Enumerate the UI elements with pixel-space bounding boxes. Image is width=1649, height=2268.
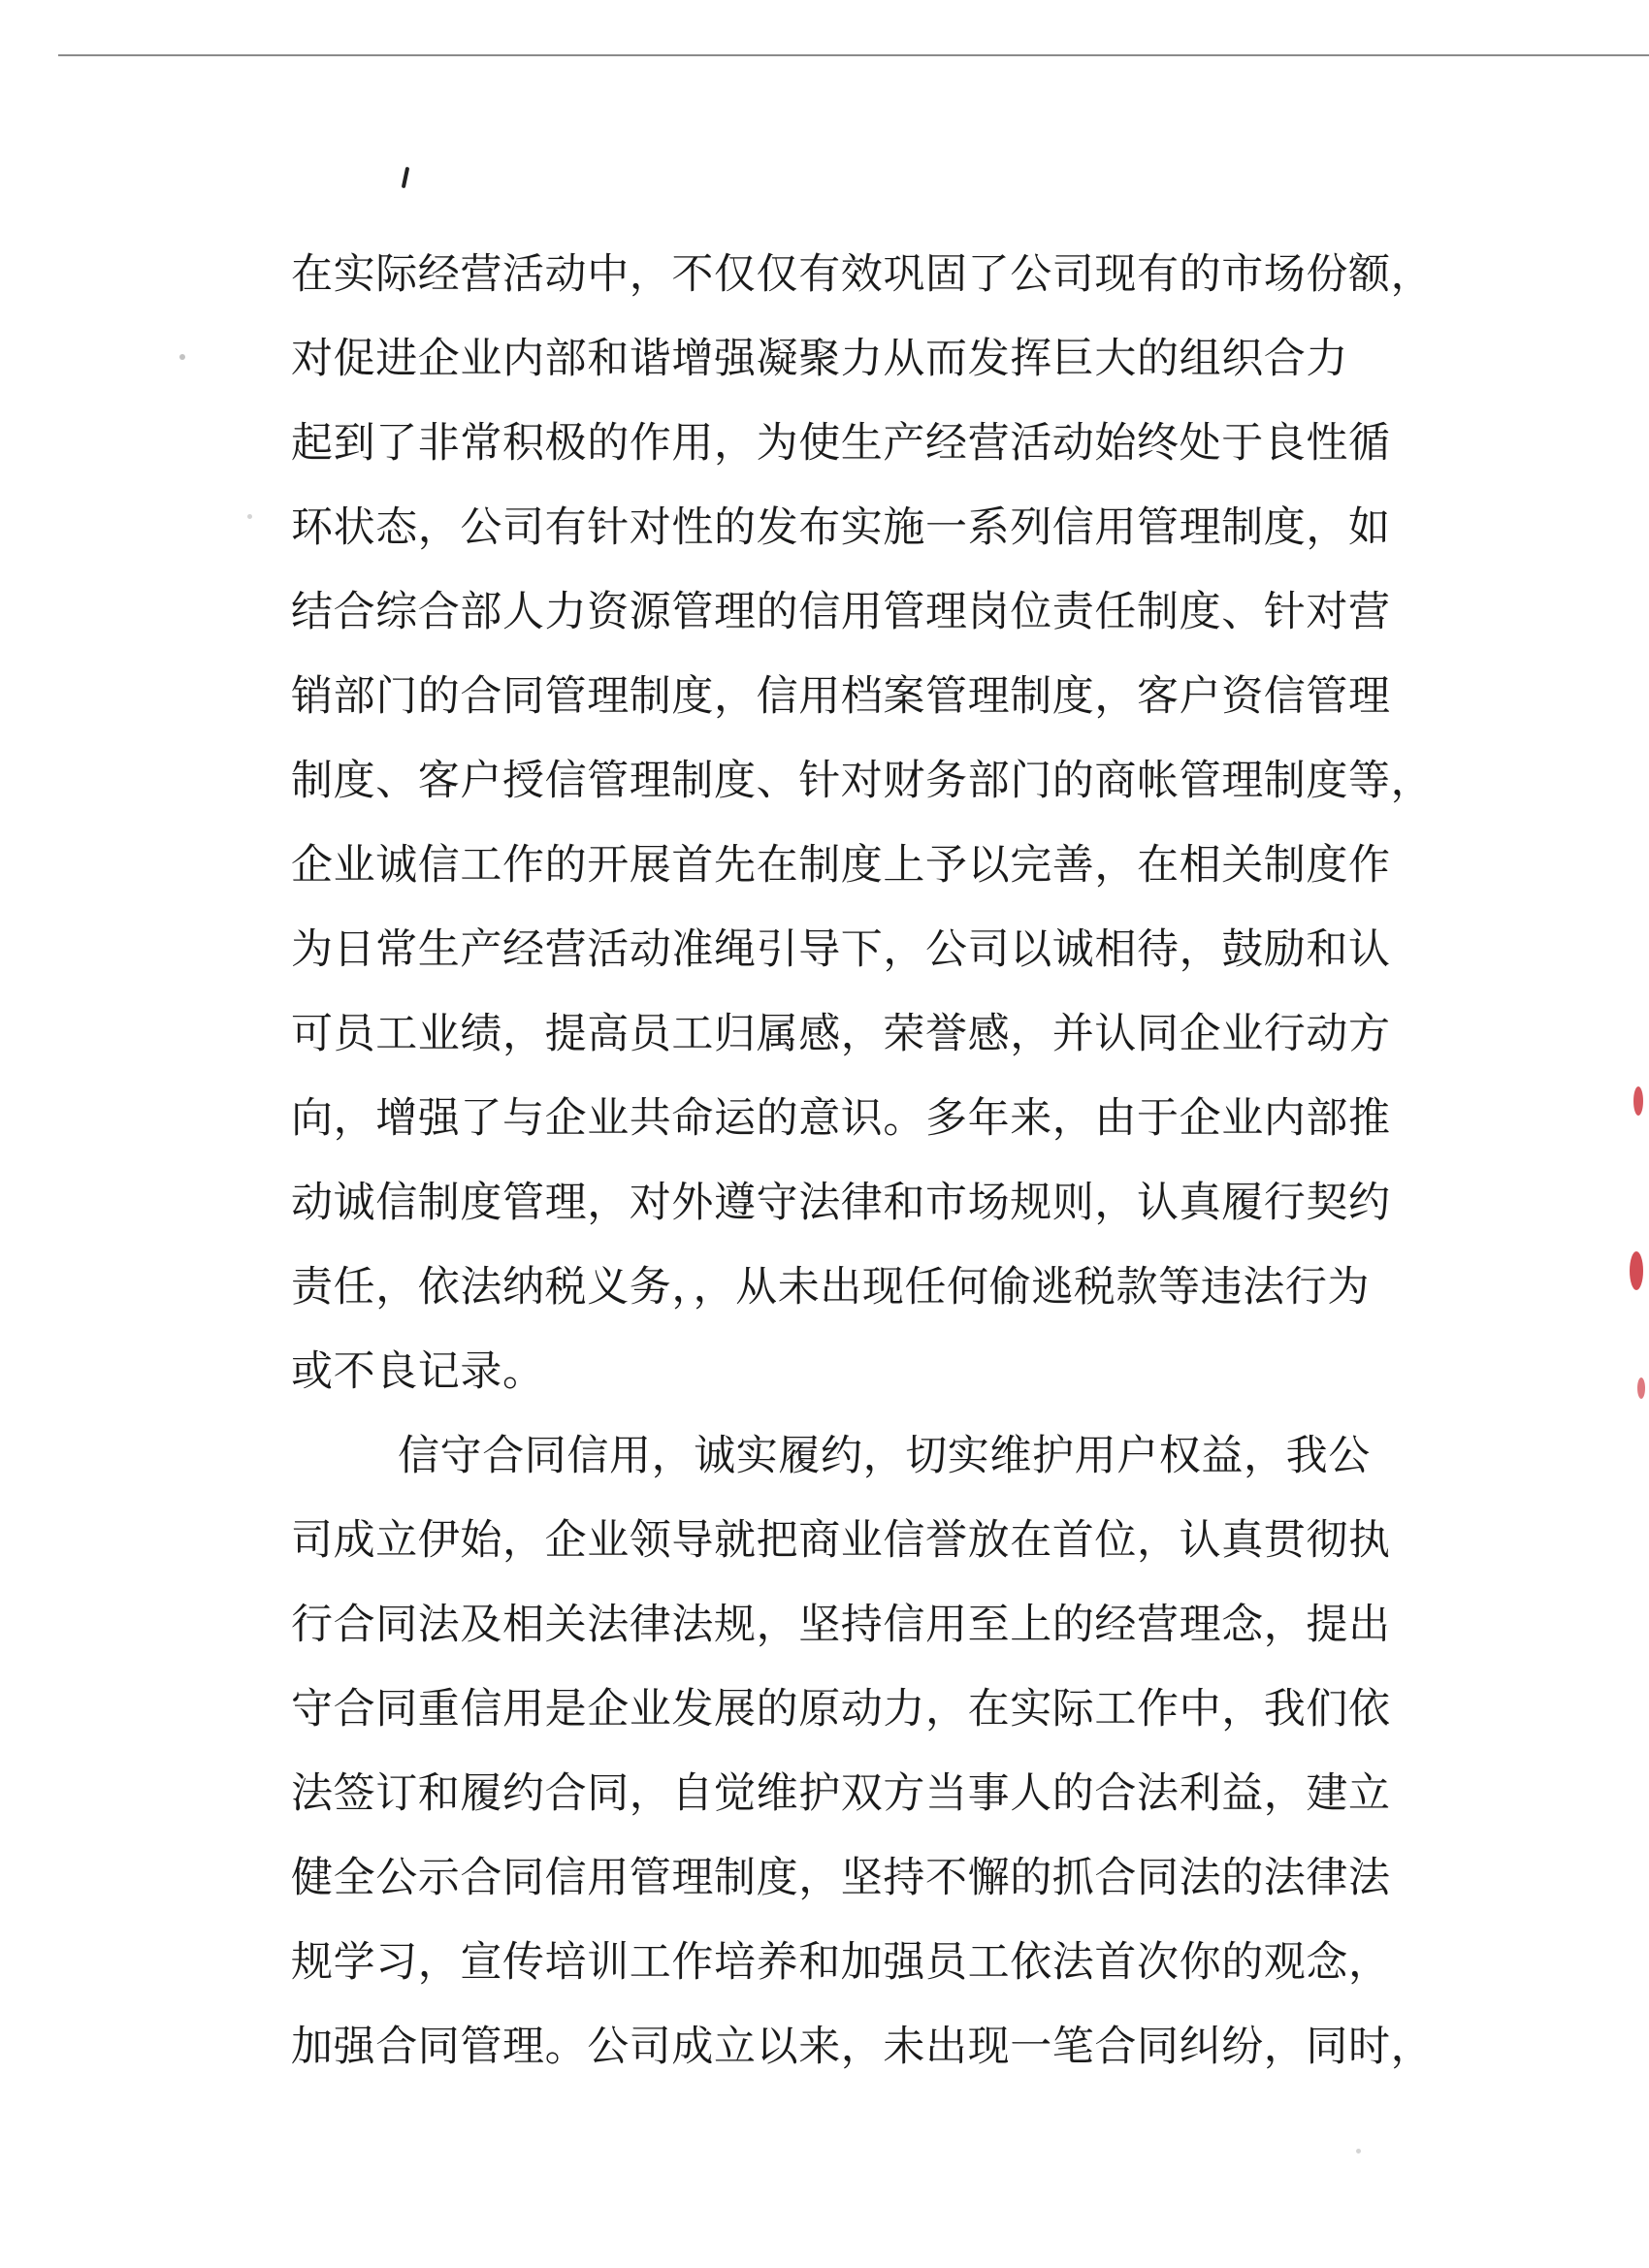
text-line: 司成立伊始，企业领导就把商业信誉放在首位，认真贯彻执 xyxy=(291,1516,1391,1565)
top-rule xyxy=(58,54,1649,56)
text-line: 可员工业绩，提高员工归属感，荣誉感，并认同企业行动方 xyxy=(291,1010,1391,1058)
text-line: 为日常生产经营活动准绳引导下，公司以诚相待，鼓励和认 xyxy=(291,925,1391,974)
text-line: 动诚信制度管理，对外遵守法律和市场规则，认真履行契约 xyxy=(291,1179,1391,1227)
text-line: 向，增强了与企业共命运的意识。多年来，由于企业内部推 xyxy=(291,1094,1391,1143)
text-line: 加强合同管理。公司成立以来，未出现一笔合同纠纷，同时， xyxy=(291,2023,1434,2071)
stamp-edge-mark xyxy=(1630,1251,1643,1290)
stamp-edge-mark xyxy=(1633,1086,1643,1116)
text-line: 守合同重信用是企业发展的原动力，在实际工作中，我们依 xyxy=(291,1685,1391,1733)
text-line: 销部门的合同管理制度，信用档案管理制度，客户资信管理 xyxy=(291,672,1391,721)
text-line: 法签订和履约合同，自觉维护双方当事人的合法利益，建立 xyxy=(291,1769,1391,1818)
scan-speck xyxy=(179,354,185,360)
text-line: 责任，依法纳税义务，，从未出现任何偷逃税款等违法行为 xyxy=(291,1263,1371,1312)
text-line: 起到了非常积极的作用，为使生产经营活动始终处于良性循 xyxy=(291,419,1391,468)
text-line: 规学习，宣传培训工作培养和加强员工依法首次你的观念， xyxy=(291,1938,1391,1987)
scan-speck xyxy=(1356,2149,1361,2154)
text-line: 结合综合部人力资源管理的信用管理岗位责任制度、针对营 xyxy=(291,588,1391,636)
stamp-edge-mark xyxy=(1637,1377,1645,1399)
text-line: 行合同法及相关法律法规，坚持信用至上的经营理念，提出 xyxy=(291,1601,1391,1649)
text-line: 对促进企业内部和谐增强凝聚力从而发挥巨大的组织合力 xyxy=(291,335,1348,383)
scan-speck xyxy=(247,514,252,519)
text-line: 健全公示合同信用管理制度，坚持不懈的抓合同法的法律法 xyxy=(291,1854,1391,1902)
text-line: 或不良记录。 xyxy=(291,1347,545,1396)
stray-ink-mark xyxy=(402,167,409,188)
document-body xyxy=(291,233,1445,2090)
text-line: 制度、客户授信管理制度、针对财务部门的商帐管理制度等， xyxy=(291,757,1434,805)
text-line: 环状态，公司有针对性的发布实施一系列信用管理制度，如 xyxy=(291,503,1391,552)
text-line: 信守合同信用，诚实履约，切实维护用户权益，我公 xyxy=(398,1432,1371,1480)
text-line: 企业诚信工作的开展首先在制度上予以完善，在相关制度作 xyxy=(291,841,1391,890)
text-line: 在实际经营活动中，不仅仅有效巩固了公司现有的市场份额， xyxy=(291,250,1434,299)
